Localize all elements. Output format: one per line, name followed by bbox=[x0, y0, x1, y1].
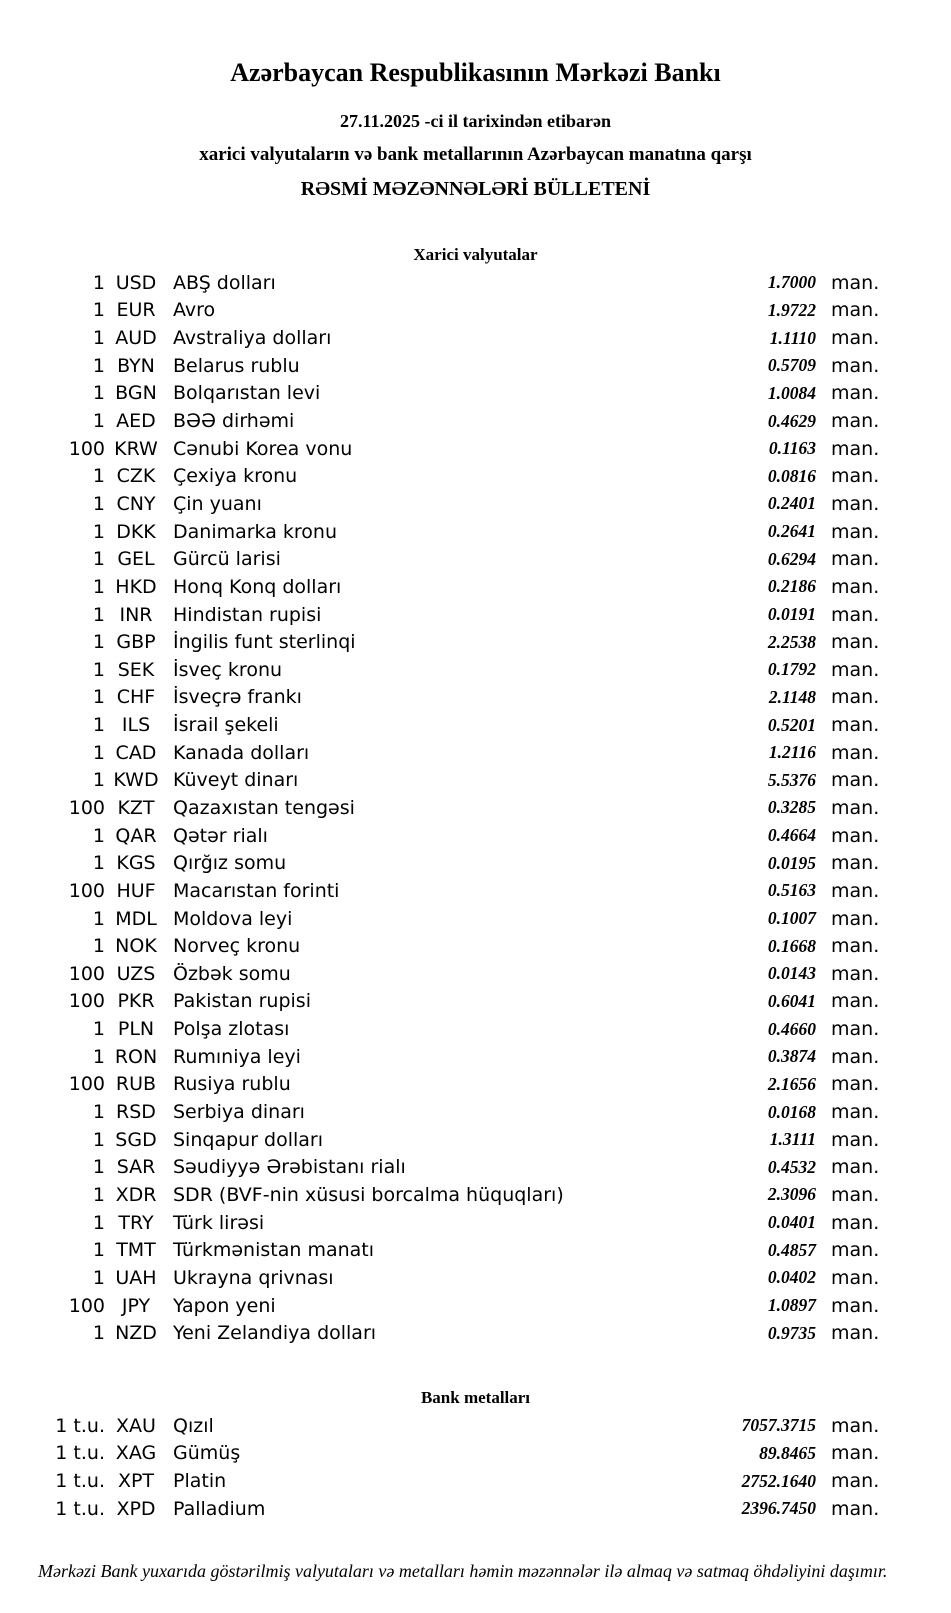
rate-value: 2.1656 bbox=[767, 1073, 816, 1094]
currency-name: Avro bbox=[173, 299, 216, 322]
currency-name: Küveyt dinarı bbox=[173, 769, 299, 792]
quantity: 1 t.u. bbox=[55, 1470, 105, 1493]
rate-value: 0.5201 bbox=[767, 714, 816, 735]
quantity: 1 bbox=[92, 354, 105, 377]
currency-code: GEL bbox=[117, 548, 155, 571]
currency-name: Belarus rublu bbox=[173, 354, 300, 377]
currency-name: Serbiya dinarı bbox=[173, 1101, 305, 1124]
quantity: 1 bbox=[92, 465, 105, 488]
currency-code: EUR bbox=[116, 299, 156, 322]
currency-name: Qırğız somu bbox=[173, 852, 287, 875]
currency-row bbox=[0, 269, 951, 297]
section-title-foreign-currencies: Xarici valyutalar bbox=[413, 245, 538, 264]
rate-unit: man. bbox=[831, 769, 880, 792]
rate-value: 2.2538 bbox=[767, 631, 816, 652]
rate-value: 1.7000 bbox=[767, 272, 816, 293]
quantity: 100 bbox=[68, 1073, 105, 1096]
rate-value: 0.0168 bbox=[767, 1101, 816, 1122]
rate-value: 5.5376 bbox=[767, 769, 816, 790]
quantity: 100 bbox=[68, 962, 105, 985]
quantity: 1 bbox=[92, 520, 105, 543]
rate-unit: man. bbox=[831, 879, 880, 902]
metals-table bbox=[0, 1412, 951, 1523]
rate-unit: man. bbox=[831, 741, 880, 764]
currency-row bbox=[0, 1071, 951, 1099]
rate-value: 0.2401 bbox=[767, 493, 816, 514]
rate-value: 0.1007 bbox=[767, 908, 816, 929]
currency-row bbox=[0, 794, 951, 822]
currency-code: CZK bbox=[116, 465, 156, 488]
rate-value: 0.0143 bbox=[767, 963, 816, 984]
currency-row bbox=[0, 849, 951, 877]
currency-code: CHF bbox=[116, 686, 156, 709]
rate-value: 0.9735 bbox=[767, 1322, 816, 1343]
rate-unit: man. bbox=[831, 575, 880, 598]
currency-code: AED bbox=[116, 410, 156, 433]
currency-code: XPD bbox=[116, 1497, 156, 1520]
currency-code: HKD bbox=[115, 575, 157, 598]
quantity: 1 bbox=[92, 1018, 105, 1041]
rate-unit: man. bbox=[831, 271, 880, 294]
currency-name: Türkmənistan manatı bbox=[173, 1239, 375, 1262]
rate-unit: man. bbox=[831, 714, 880, 737]
currency-name: Pakistan rupisi bbox=[173, 990, 311, 1013]
currency-row bbox=[0, 1181, 951, 1209]
currency-code: KGS bbox=[116, 852, 156, 875]
currencies-table bbox=[0, 269, 951, 1347]
currency-name: Çexiya kronu bbox=[173, 465, 298, 488]
currency-name: Türk lirəsi bbox=[173, 1211, 265, 1234]
currency-code: XAG bbox=[115, 1442, 157, 1465]
currency-row bbox=[0, 601, 951, 629]
currency-name: Moldova leyi bbox=[173, 907, 293, 930]
rate-value: 0.0402 bbox=[767, 1267, 816, 1288]
quantity: 1 bbox=[92, 382, 105, 405]
currency-row bbox=[0, 877, 951, 905]
currency-name: Gürcü larisi bbox=[173, 548, 281, 571]
currency-name: Qızıl bbox=[173, 1414, 214, 1437]
rate-value: 89.8465 bbox=[759, 1442, 816, 1463]
rate-unit: man. bbox=[831, 1156, 880, 1179]
currency-code: PLN bbox=[117, 1018, 155, 1041]
quantity: 1 bbox=[92, 1183, 105, 1206]
currency-code: KZT bbox=[117, 796, 155, 819]
currency-row bbox=[0, 435, 951, 463]
currency-code: CAD bbox=[115, 741, 157, 764]
quantity: 100 bbox=[68, 1294, 105, 1317]
currency-name: Honq Konq dolları bbox=[173, 575, 342, 598]
quantity: 1 bbox=[92, 603, 105, 626]
currency-code: SGD bbox=[115, 1128, 157, 1151]
quantity: 100 bbox=[68, 879, 105, 902]
rate-unit: man. bbox=[831, 631, 880, 654]
currency-name: Cənubi Korea vonu bbox=[173, 437, 353, 460]
currency-code: MDL bbox=[115, 907, 157, 930]
currency-code: USD bbox=[115, 271, 157, 294]
currency-code: KRW bbox=[114, 437, 158, 460]
rate-value: 0.0195 bbox=[767, 852, 816, 873]
currency-row bbox=[0, 656, 951, 684]
currency-row bbox=[0, 1264, 951, 1292]
quantity: 1 t.u. bbox=[55, 1497, 105, 1520]
rate-unit: man. bbox=[831, 465, 880, 488]
currency-name: Qətər rialı bbox=[173, 824, 268, 847]
rate-unit: man. bbox=[831, 1101, 880, 1124]
currency-code: INR bbox=[119, 603, 153, 626]
currency-code: PKR bbox=[117, 990, 155, 1013]
currency-row bbox=[0, 1236, 951, 1264]
rate-unit: man. bbox=[831, 1018, 880, 1041]
currency-name: Bolqarıstan levi bbox=[173, 382, 321, 405]
currency-name: Danimarka kronu bbox=[173, 520, 338, 543]
currency-name: SDR (BVF-nin xüsusi borcalma hüquqları) bbox=[173, 1183, 564, 1206]
rate-unit: man. bbox=[831, 796, 880, 819]
currency-code: XDR bbox=[115, 1183, 157, 1206]
currency-code: RUB bbox=[115, 1073, 157, 1096]
currency-row bbox=[0, 297, 951, 325]
currency-row bbox=[0, 932, 951, 960]
effective-date-line: 27.11.2025 -ci il tarixindən etibarən bbox=[340, 111, 611, 131]
currency-code: RSD bbox=[116, 1101, 156, 1124]
rate-value: 0.4629 bbox=[767, 410, 816, 431]
currency-code: KWD bbox=[113, 769, 159, 792]
currency-name: Çin yuanı bbox=[173, 492, 262, 515]
quantity: 100 bbox=[68, 990, 105, 1013]
currency-name: Hindistan rupisi bbox=[173, 603, 322, 626]
rate-unit: man. bbox=[831, 299, 880, 322]
rate-value: 0.5163 bbox=[767, 880, 816, 901]
rate-value: 0.3285 bbox=[767, 797, 816, 818]
currency-name: Ukrayna qrivnası bbox=[173, 1266, 334, 1289]
rate-value: 1.2116 bbox=[768, 742, 816, 763]
currency-row bbox=[0, 518, 951, 546]
rate-value: 0.6294 bbox=[767, 548, 816, 569]
metal-row bbox=[0, 1412, 951, 1440]
currency-name: ABŞ dolları bbox=[173, 271, 276, 294]
currency-row bbox=[0, 407, 951, 435]
currency-row bbox=[0, 1043, 951, 1071]
rate-unit: man. bbox=[831, 1470, 880, 1493]
quantity: 1 bbox=[92, 1211, 105, 1234]
currency-name: İngilis funt sterlinqi bbox=[173, 631, 356, 654]
currency-name: Macarıstan forinti bbox=[173, 879, 340, 902]
currency-code: SAR bbox=[116, 1156, 156, 1179]
rate-unit: man. bbox=[831, 907, 880, 930]
quantity: 1 bbox=[92, 714, 105, 737]
currency-code: BGN bbox=[115, 382, 157, 405]
currency-code: QAR bbox=[115, 824, 157, 847]
quantity: 1 bbox=[92, 410, 105, 433]
currency-row bbox=[0, 573, 951, 601]
quantity: 1 bbox=[92, 271, 105, 294]
quantity: 1 t.u. bbox=[55, 1442, 105, 1465]
rate-unit: man. bbox=[831, 935, 880, 958]
quantity: 1 bbox=[92, 1266, 105, 1289]
metal-row bbox=[0, 1495, 951, 1523]
currency-code: NOK bbox=[115, 935, 157, 958]
rate-unit: man. bbox=[831, 354, 880, 377]
quantity: 1 bbox=[92, 907, 105, 930]
currency-row bbox=[0, 352, 951, 380]
currency-code: GBP bbox=[116, 631, 156, 654]
rate-value: 0.4532 bbox=[767, 1156, 816, 1177]
currency-name: Özbək somu bbox=[173, 962, 291, 985]
bank-name-title: Azərbaycan Respublikasının Mərkəzi Bankı bbox=[230, 58, 721, 87]
currency-row bbox=[0, 1154, 951, 1182]
metal-row bbox=[0, 1440, 951, 1468]
rate-unit: man. bbox=[831, 603, 880, 626]
currency-name: Səudiyyə Ərəbistanı rialı bbox=[173, 1156, 406, 1179]
currency-row bbox=[0, 1319, 951, 1347]
currency-row bbox=[0, 380, 951, 408]
rate-unit: man. bbox=[831, 1211, 880, 1234]
rate-unit: man. bbox=[831, 492, 880, 515]
currency-row bbox=[0, 1126, 951, 1154]
currency-name: Palladium bbox=[173, 1497, 266, 1520]
currency-name: İsveç kronu bbox=[173, 658, 283, 681]
rate-value: 0.1163 bbox=[768, 438, 816, 459]
currency-row bbox=[0, 1209, 951, 1237]
quantity: 1 bbox=[92, 299, 105, 322]
currency-name: BƏƏ dirhəmi bbox=[173, 410, 295, 433]
currency-row bbox=[0, 462, 951, 490]
rate-unit: man. bbox=[831, 1322, 880, 1345]
currency-row bbox=[0, 628, 951, 656]
currency-name: Polşa zlotası bbox=[173, 1018, 290, 1041]
rate-unit: man. bbox=[831, 824, 880, 847]
rate-value: 0.5709 bbox=[767, 355, 816, 376]
rate-value: 1.9722 bbox=[767, 299, 816, 320]
rate-value: 0.4660 bbox=[767, 1018, 816, 1039]
metal-row bbox=[0, 1467, 951, 1495]
rate-unit: man. bbox=[831, 1294, 880, 1317]
currency-name: Rusiya rublu bbox=[173, 1073, 291, 1096]
quantity: 1 bbox=[92, 935, 105, 958]
currency-row bbox=[0, 905, 951, 933]
rate-value: 2.3096 bbox=[767, 1184, 816, 1205]
currency-row bbox=[0, 324, 951, 352]
rate-value: 0.4664 bbox=[767, 825, 816, 846]
quantity: 1 bbox=[92, 686, 105, 709]
currency-row bbox=[0, 739, 951, 767]
rate-value: 0.2641 bbox=[767, 521, 816, 542]
currency-name: İsrail şekeli bbox=[173, 714, 279, 737]
rate-value: 1.0897 bbox=[767, 1295, 816, 1316]
rate-value: 0.2186 bbox=[767, 576, 816, 597]
quantity: 1 bbox=[92, 1239, 105, 1262]
currency-name: Platin bbox=[173, 1470, 227, 1493]
currency-code: JPY bbox=[121, 1294, 151, 1317]
currency-name: İsveçrə frankı bbox=[173, 686, 302, 709]
quantity: 1 t.u. bbox=[55, 1414, 105, 1437]
section-title-bank-metals: Bank metalları bbox=[420, 1387, 531, 1407]
currency-code: ILS bbox=[121, 714, 151, 737]
rate-unit: man. bbox=[831, 1414, 880, 1437]
currency-row bbox=[0, 490, 951, 518]
quantity: 1 bbox=[92, 548, 105, 571]
currency-name: Avstraliya dolları bbox=[173, 327, 332, 350]
quantity: 1 bbox=[92, 327, 105, 350]
rate-value: 2396.7450 bbox=[741, 1498, 816, 1519]
quantity: 1 bbox=[92, 1128, 105, 1151]
bulletin-subtitle: xarici valyutaların və bank metallarının Azərbaycan manatına qarşı bbox=[199, 144, 752, 165]
rate-unit: man. bbox=[831, 410, 880, 433]
rate-unit: man. bbox=[831, 1073, 880, 1096]
rate-value: 0.1792 bbox=[767, 659, 816, 680]
currency-name: Sinqapur dolları bbox=[173, 1128, 324, 1151]
rate-unit: man. bbox=[831, 990, 880, 1013]
currency-row bbox=[0, 1015, 951, 1043]
quantity: 1 bbox=[92, 492, 105, 515]
quantity: 100 bbox=[68, 437, 105, 460]
currency-row bbox=[0, 1098, 951, 1126]
quantity: 1 bbox=[92, 824, 105, 847]
rate-value: 0.1668 bbox=[767, 935, 816, 956]
rate-unit: man. bbox=[831, 1266, 880, 1289]
currency-row bbox=[0, 711, 951, 739]
quantity: 1 bbox=[92, 1322, 105, 1345]
rate-value: 0.3874 bbox=[767, 1046, 816, 1067]
currency-name: Rumıniya leyi bbox=[173, 1045, 301, 1068]
currency-row bbox=[0, 988, 951, 1016]
currency-code: XPT bbox=[117, 1470, 155, 1493]
rate-unit: man. bbox=[831, 382, 880, 405]
currency-code: RON bbox=[114, 1045, 158, 1068]
rate-value: 7057.3715 bbox=[741, 1415, 816, 1436]
rate-value: 0.0816 bbox=[767, 465, 816, 486]
rate-unit: man. bbox=[831, 686, 880, 709]
currency-row bbox=[0, 1292, 951, 1320]
rate-unit: man. bbox=[831, 962, 880, 985]
quantity: 1 bbox=[92, 1045, 105, 1068]
currency-row bbox=[0, 822, 951, 850]
rate-unit: man. bbox=[831, 520, 880, 543]
rate-value: 2.1148 bbox=[768, 686, 816, 707]
rate-unit: man. bbox=[831, 1183, 880, 1206]
rate-value: 0.0401 bbox=[767, 1212, 816, 1233]
rate-value: 0.6041 bbox=[767, 990, 816, 1011]
currency-name: Gümüş bbox=[173, 1442, 241, 1465]
currency-code: UAH bbox=[115, 1266, 157, 1289]
currency-code: NZD bbox=[115, 1322, 157, 1345]
quantity: 1 bbox=[92, 852, 105, 875]
rate-value: 2752.1640 bbox=[741, 1470, 816, 1491]
currency-code: AUD bbox=[115, 327, 157, 350]
currency-code: SEK bbox=[117, 658, 155, 681]
currency-name: Kanada dolları bbox=[173, 741, 310, 764]
quantity: 100 bbox=[68, 796, 105, 819]
quantity: 1 bbox=[92, 741, 105, 764]
rate-unit: man. bbox=[831, 1128, 880, 1151]
currency-code: BYN bbox=[117, 354, 155, 377]
quantity: 1 bbox=[92, 658, 105, 681]
currency-name: Norveç kronu bbox=[173, 935, 301, 958]
quantity: 1 bbox=[92, 769, 105, 792]
quantity: 1 bbox=[92, 1156, 105, 1179]
bulletin-title: RƏSMİ MƏZƏNNƏLƏRİ BÜLLETENİ bbox=[300, 178, 651, 200]
rate-unit: man. bbox=[831, 1442, 880, 1465]
currency-code: UZS bbox=[116, 962, 156, 985]
rate-unit: man. bbox=[831, 437, 880, 460]
currency-code: DKK bbox=[116, 520, 156, 543]
rate-value: 1.3111 bbox=[769, 1129, 816, 1150]
currency-row bbox=[0, 767, 951, 795]
currency-code: XAU bbox=[116, 1414, 156, 1437]
rate-unit: man. bbox=[831, 548, 880, 571]
currency-name: Yapon yeni bbox=[173, 1294, 276, 1317]
currency-name: Qazaxıstan tengəsi bbox=[173, 796, 355, 819]
quantity: 1 bbox=[92, 1101, 105, 1124]
rate-unit: man. bbox=[831, 852, 880, 875]
rate-value: 1.0084 bbox=[767, 382, 816, 403]
currency-row bbox=[0, 684, 951, 712]
currency-code: TMT bbox=[116, 1239, 156, 1262]
currency-name: Yeni Zelandiya dolları bbox=[173, 1322, 377, 1345]
rate-unit: man. bbox=[831, 658, 880, 681]
obligation-disclaimer-note: Mərkəzi Bank yuxarıda göstərilmiş valyutaları və metalları həmin məzənnələr ilə almaq və satmaq öhdəliyini daşımır. bbox=[38, 1560, 888, 1581]
rate-value: 0.4857 bbox=[767, 1239, 816, 1260]
currency-code: HUF bbox=[116, 879, 156, 902]
rate-unit: man. bbox=[831, 327, 880, 350]
currency-code: CNY bbox=[116, 492, 156, 515]
rate-unit: man. bbox=[831, 1045, 880, 1068]
currency-code: TRY bbox=[118, 1211, 154, 1234]
rate-value: 1.1110 bbox=[769, 327, 816, 348]
currency-row bbox=[0, 545, 951, 573]
currency-row bbox=[0, 960, 951, 988]
rate-unit: man. bbox=[831, 1239, 880, 1262]
rate-value: 0.0191 bbox=[767, 604, 816, 624]
rate-unit: man. bbox=[831, 1497, 880, 1520]
quantity: 1 bbox=[92, 631, 105, 654]
quantity: 1 bbox=[92, 575, 105, 598]
